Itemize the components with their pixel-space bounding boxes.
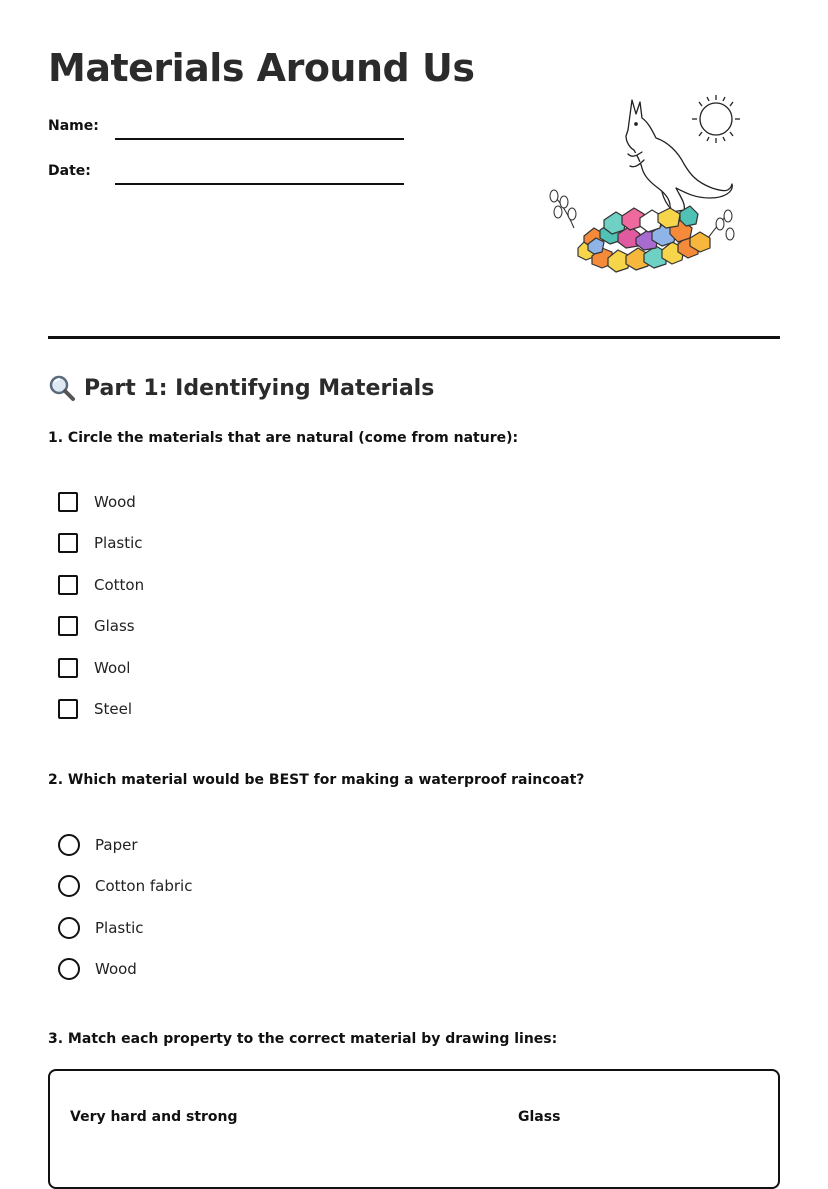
option-label: Paper — [95, 836, 138, 854]
checkbox[interactable] — [58, 699, 78, 719]
question-1: 1. Circle the materials that are natural (come from nature): — [48, 430, 519, 446]
question-3: 3. Match each property to the correct material by drawing lines: — [48, 1031, 558, 1047]
q1-option-wool[interactable] — [58, 658, 130, 678]
checkbox[interactable] — [58, 575, 78, 595]
option-label: Cotton fabric — [95, 877, 193, 895]
checkbox[interactable] — [58, 658, 78, 678]
option-label: Steel — [94, 700, 133, 718]
radio-button[interactable] — [58, 834, 80, 856]
checkbox[interactable] — [58, 616, 78, 636]
option-label: Plastic — [95, 919, 144, 937]
header-divider — [48, 336, 780, 339]
kangaroo-illustration — [544, 88, 744, 283]
q2-option-paper[interactable] — [58, 834, 137, 856]
checkbox[interactable] — [58, 533, 78, 553]
option-label: Wood — [94, 493, 136, 511]
option-label: Wool — [94, 659, 131, 677]
q1-option-cotton[interactable] — [58, 575, 144, 595]
kangaroo-icon — [626, 100, 732, 212]
q2-option-plastic[interactable] — [58, 917, 144, 939]
name-underline — [115, 138, 404, 140]
match-property-1[interactable]: Very hard and strong — [70, 1109, 238, 1125]
option-label: Wood — [95, 960, 137, 978]
radio-button[interactable] — [58, 875, 80, 897]
date-field[interactable] — [48, 163, 91, 179]
matching-box — [48, 1069, 780, 1189]
question-2: 2. Which material would be BEST for making a waterproof raincoat? — [48, 772, 585, 788]
worksheet-title: Materials Around Us — [48, 46, 475, 90]
q1-option-plastic[interactable] — [58, 533, 143, 553]
q2-option-wood[interactable] — [58, 958, 137, 980]
q1-option-wood[interactable] — [58, 492, 136, 512]
magnifying-glass-icon — [48, 374, 76, 402]
radio-button[interactable] — [58, 958, 80, 980]
q1-option-steel[interactable] — [58, 699, 132, 719]
checkbox[interactable] — [58, 492, 78, 512]
name-label: Name: — [48, 118, 99, 134]
option-label: Glass — [94, 617, 135, 635]
part1-heading-text: Part 1: Identifying Materials — [84, 375, 435, 401]
option-label: Plastic — [94, 534, 143, 552]
radio-button[interactable] — [58, 917, 80, 939]
sun-icon — [692, 95, 740, 143]
date-underline — [115, 183, 404, 185]
match-material-1[interactable]: Glass — [518, 1109, 561, 1125]
gems-pile-icon — [578, 206, 710, 272]
date-label: Date: — [48, 163, 91, 179]
part1-heading — [48, 374, 434, 402]
name-field[interactable] — [48, 118, 99, 134]
option-label: Cotton — [94, 576, 145, 594]
q1-option-glass[interactable] — [58, 616, 135, 636]
q2-option-cotton-fabric[interactable] — [58, 875, 192, 897]
